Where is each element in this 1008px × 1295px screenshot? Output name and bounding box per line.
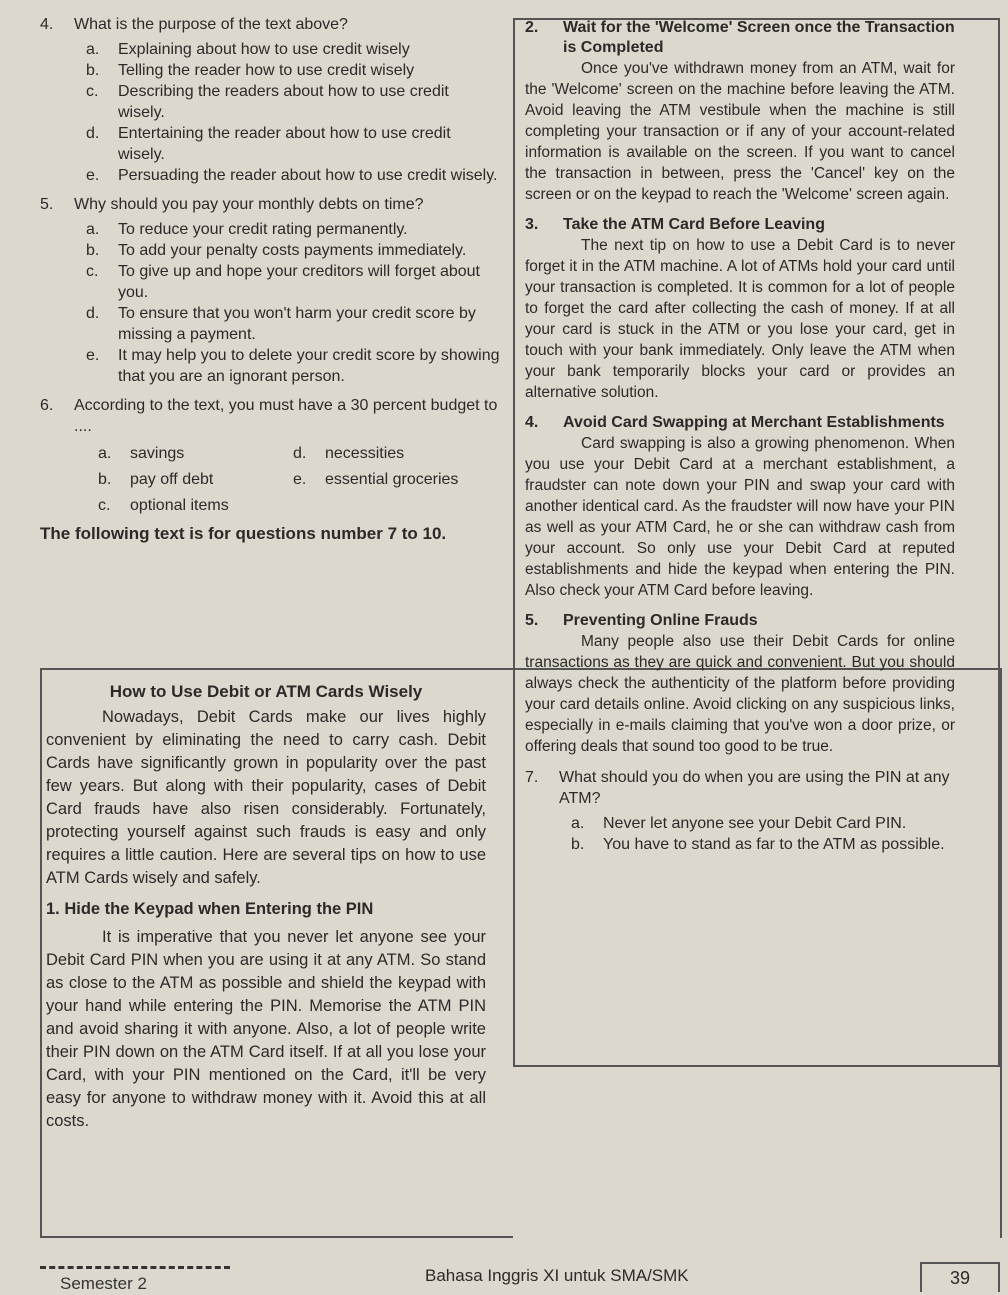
option: e. essential groceries xyxy=(293,471,459,488)
reading-paragraph: Once you've withdrawn money from an ATM, wait for the 'Welcome' screen on the machine before leaving the ATM. Avoid leaving the ATM vestibule when the machine is still completing your transaction or if any of your account-related information is available on the screen. If you want to cancel the transaction in between, press the 'Cancel' key on the screen or on the keypad to reach the 'Welcome' screen again. xyxy=(525,60,955,203)
option: d. Entertaining the reader about how to use credit wisely. xyxy=(86,125,451,163)
page-number: 39 xyxy=(920,1262,1000,1292)
question-4 xyxy=(40,14,500,35)
question-5 xyxy=(40,194,500,215)
option: e. It may help you to delete your credit score by showing that you are an ignorant person. xyxy=(86,347,500,385)
page-footer xyxy=(40,1262,998,1292)
option: b. To add your penalty costs payments immediately. xyxy=(86,242,467,259)
option: e. Persuading the reader about how to use credit wisely. xyxy=(86,167,498,184)
semester-label: Semester 2 xyxy=(60,1274,147,1293)
question-text: What should you do when you are using the PIN at any ATM? xyxy=(559,769,950,807)
reading-title: How to Use Debit or ATM Cards Wisely xyxy=(109,682,423,701)
reading-paragraph: It is imperative that you never let anyone see your Debit Card PIN when you are using it at any ATM. So stand as close to the ATM as possible and shield the keypad with your hand while entering the PIN. Memorise the ATM PIN and avoid sharing it with anyone. Also, a lot of people write their PIN down on the ATM Card itself. If at all you lose your Card, with your PIN mentioned on the Card, it'll be very easy for anyone to withdraw money with it. Avoid this at all costs. xyxy=(46,928,486,1130)
option: c. Describing the readers about how to use credit wisely. xyxy=(86,83,449,121)
question-number: 5. xyxy=(40,196,54,213)
option: b. You have to stand as far to the ATM as possible. xyxy=(571,836,945,853)
option: c. To give up and hope your creditors will forget about you. xyxy=(86,263,480,301)
section-heading: 3. Take the ATM Card Before Leaving xyxy=(525,216,825,233)
section-heading: 2. Wait for the 'Welcome' Screen once the Transaction is Completed xyxy=(525,19,955,56)
option: a. savings xyxy=(98,445,185,462)
reading-paragraph: Card swapping is also a growing phenomenon. When you use your Debit Card at a merchant establishment, a fraudster can note down your PIN and swap your card with another identical card. As the fraudster will now have your PIN as well as your ATM Card, he or she can withdraw cash from your account. So only use your Debit Card at reputed establishments and hide the keypad when entering the PIN. Also check your ATM Card before leaving. xyxy=(525,435,955,599)
section-heading: 4. Avoid Card Swapping at Merchant Establishments xyxy=(525,414,945,431)
option: b. pay off debt xyxy=(98,471,214,488)
questions-column xyxy=(40,14,500,553)
reading-paragraph: Nowadays, Debit Cards make our lives highly convenient by eliminating the need to carry cash. Debit Cards have significantly grown in popularity over the past few years. But along with their popularity, cases of Debit Card frauds have also risen considerably. Fortunately, protecting yourself against such frauds is easy and only requires a little caution. Here are several tips on how to use ATM Cards wisely and safely. xyxy=(46,708,486,887)
reading-right xyxy=(525,18,955,855)
option: d. necessities xyxy=(293,445,405,462)
options-grid xyxy=(98,441,500,519)
question-text: What is the purpose of the text above? xyxy=(74,16,348,33)
book-title: Bahasa Inggris XI untuk SMA/SMK xyxy=(425,1266,689,1285)
option: b. Telling the reader how to use credit wisely xyxy=(86,62,415,79)
question-number: 4. xyxy=(40,16,54,33)
option: a. To reduce your credit rating permanently. xyxy=(86,221,408,238)
option: a. Never let anyone see your Debit Card PIN. xyxy=(571,815,907,832)
question-number: 7. xyxy=(525,769,539,786)
section-heading: 1. Hide the Keypad when Entering the PIN xyxy=(46,900,374,918)
question-number: 6. xyxy=(40,397,54,414)
question-6 xyxy=(40,395,500,437)
reading-paragraph: Many people also use their Debit Cards for online transactions as they are quick and convenient. But you should always check the authenticity of the platform before providing your card details online. Avoid clicking on any suspicious links, especially in e-mails claiming that you've won a door prize, or offering deals that sound too good to be true. xyxy=(525,633,955,755)
question-text: According to the text, you must have a 30 percent budget to .... xyxy=(74,397,498,435)
reading-left xyxy=(46,676,486,1133)
option: a. Explaining about how to use credit wisely xyxy=(86,41,410,58)
question-7 xyxy=(525,767,955,809)
option: d. To ensure that you won't harm your credit score by missing a payment. xyxy=(86,305,476,343)
section-heading: 5. Preventing Online Frauds xyxy=(525,612,758,629)
question-text: Why should you pay your monthly debts on time? xyxy=(74,196,424,213)
reading-intro: The following text is for questions number 7 to 10. xyxy=(40,524,447,543)
option: c. optional items xyxy=(98,497,229,514)
reading-paragraph: The next tip on how to use a Debit Card is to never forget it in the ATM machine. A lot of ATMs hold your card until your transaction is completed. It is common for a lot of people to forget the card after collecting the cash of money. If at all your card is stuck in the ATM or you lose your card, get in touch with your bank immediately. Only leave the ATM when your bank temporarily blocks your card or provides an alternative solution. xyxy=(525,237,955,401)
